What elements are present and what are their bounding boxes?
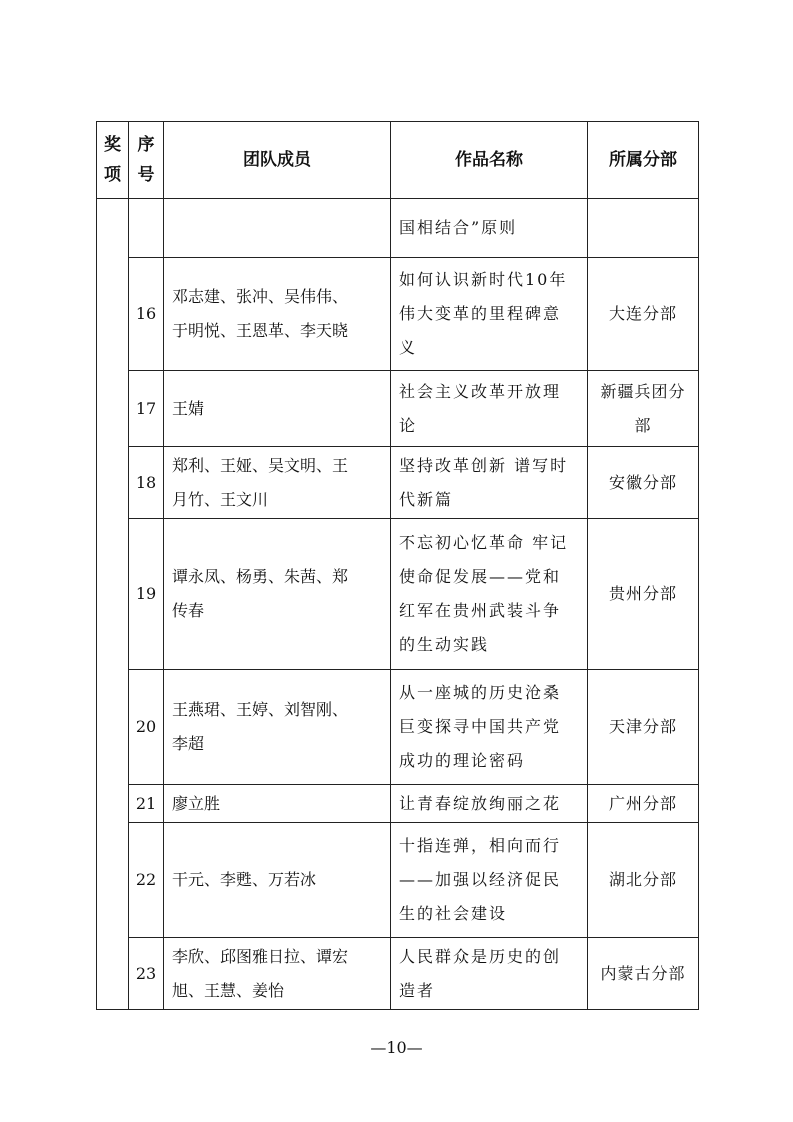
team-members-line: 邓志建、张冲、吴伟伟、 xyxy=(172,287,349,306)
team-members xyxy=(164,371,391,447)
branch-name xyxy=(588,670,699,785)
work-title xyxy=(391,823,588,938)
work-title-line: 使命促发展——党和 xyxy=(399,567,562,586)
seq-number: 20 xyxy=(129,670,164,785)
branch-name-line: 湖北分部 xyxy=(608,870,677,889)
header-row xyxy=(97,122,699,199)
work-title-line: 成功的理论密码 xyxy=(399,751,526,770)
work-title-line: 巨变探寻中国共产党 xyxy=(399,717,562,736)
team-members xyxy=(164,258,391,371)
work-title xyxy=(391,371,588,447)
branch-name-line: 内蒙古分部 xyxy=(600,963,686,983)
work-title-line: 国相结合”原则 xyxy=(399,218,518,237)
seq-number: 17 xyxy=(129,371,164,447)
branch-name xyxy=(588,199,699,258)
table-row xyxy=(97,519,699,670)
header-members: 团队成员 xyxy=(164,122,391,199)
branch-name xyxy=(588,447,699,519)
table-row xyxy=(97,670,699,785)
branch-name-line: 大连分部 xyxy=(608,304,677,323)
header-award: 奖 项 xyxy=(97,122,129,199)
team-members-line: 李超 xyxy=(172,734,205,753)
branch-name xyxy=(588,519,699,670)
work-title-line: 十指连弹，相向而行 xyxy=(399,836,562,855)
seq-number: 22 xyxy=(129,823,164,938)
seq-number: 18 xyxy=(129,447,164,519)
table-row xyxy=(97,938,699,1010)
table-row xyxy=(97,823,699,938)
table-row xyxy=(97,199,699,258)
branch-name-line: 天津分部 xyxy=(608,717,677,736)
work-title-line: 论 xyxy=(399,415,418,435)
work-title-line: 的生动实践 xyxy=(399,635,490,654)
team-members-line: 于明悦、王恩革、李天晓 xyxy=(172,321,349,340)
team-members-line: 旭、王慧、姜怡 xyxy=(172,980,285,1000)
seq-number xyxy=(129,199,164,258)
award-table xyxy=(96,121,699,1010)
team-members-line: 干元、李甦、万若冰 xyxy=(172,870,317,889)
work-title-line: 生的社会建设 xyxy=(399,904,508,923)
seq-number: 21 xyxy=(129,785,164,823)
header-branch: 所属分部 xyxy=(588,122,699,199)
branch-name-line: 新疆兵团分 xyxy=(600,381,686,401)
work-title-line: 从一座城的历史沧桑 xyxy=(399,683,562,702)
seq-number: 19 xyxy=(129,519,164,670)
work-title xyxy=(391,258,588,371)
team-members-line: 月竹、王文川 xyxy=(172,489,269,509)
work-title-line: 不忘初心忆革命 牢记 xyxy=(399,533,569,552)
team-members-line: 传春 xyxy=(172,601,205,620)
team-members xyxy=(164,938,391,1010)
team-members-line: 廖立胜 xyxy=(172,793,221,813)
team-members xyxy=(164,519,391,670)
work-title-line: 代新篇 xyxy=(399,489,454,509)
work-title-line: 伟大变革的里程碑意 xyxy=(399,304,562,323)
table-row xyxy=(97,447,699,519)
work-title-line: 红军在贵州武装斗争 xyxy=(399,601,562,620)
branch-name-line: 广州分部 xyxy=(608,793,677,813)
award-cell xyxy=(97,199,129,1010)
branch-name-line: 部 xyxy=(634,415,652,435)
table-row xyxy=(97,785,699,823)
team-members xyxy=(164,823,391,938)
work-title-line: 造者 xyxy=(399,980,436,1000)
branch-name xyxy=(588,258,699,371)
team-members xyxy=(164,785,391,823)
branch-name xyxy=(588,785,699,823)
team-members xyxy=(164,199,391,258)
branch-name xyxy=(588,823,699,938)
team-members-line: 谭永凤、杨勇、朱茜、郑 xyxy=(172,567,349,586)
team-members-line: 郑利、王娅、吴文明、王 xyxy=(172,455,349,475)
work-title-line: 人民群众是历史的创 xyxy=(399,946,562,966)
work-title-line: ——加强以经济促民 xyxy=(399,870,562,889)
team-members-line: 李欣、邱图雅日拉、谭宏 xyxy=(172,946,349,966)
header-seq: 序 号 xyxy=(129,122,164,199)
team-members xyxy=(164,670,391,785)
work-title xyxy=(391,670,588,785)
branch-name-line: 安徽分部 xyxy=(608,472,677,492)
work-title-line: 坚持改革创新 谱写时 xyxy=(399,455,569,475)
branch-name xyxy=(588,938,699,1010)
branch-name-line: 贵州分部 xyxy=(608,584,677,603)
work-title-line: 让青春绽放绚丽之花 xyxy=(399,793,562,813)
team-members-line: 王燕珺、王婷、刘智刚、 xyxy=(172,700,349,719)
work-title xyxy=(391,519,588,670)
work-title-line: 社会主义改革开放理 xyxy=(399,381,562,401)
work-title xyxy=(391,447,588,519)
page-number: —10— xyxy=(370,1038,423,1057)
work-title xyxy=(391,785,588,823)
header-work: 作品名称 xyxy=(391,122,588,199)
team-members xyxy=(164,447,391,519)
work-title xyxy=(391,199,588,258)
work-title-line: 义 xyxy=(399,338,418,357)
work-title-line: 如何认识新时代10年 xyxy=(399,270,568,289)
work-title xyxy=(391,938,588,1010)
team-members-line: 王婧 xyxy=(172,398,205,418)
seq-number: 23 xyxy=(129,938,164,1010)
seq-number: 16 xyxy=(129,258,164,371)
table-row xyxy=(97,258,699,371)
table-row xyxy=(97,371,699,447)
branch-name xyxy=(588,371,699,447)
